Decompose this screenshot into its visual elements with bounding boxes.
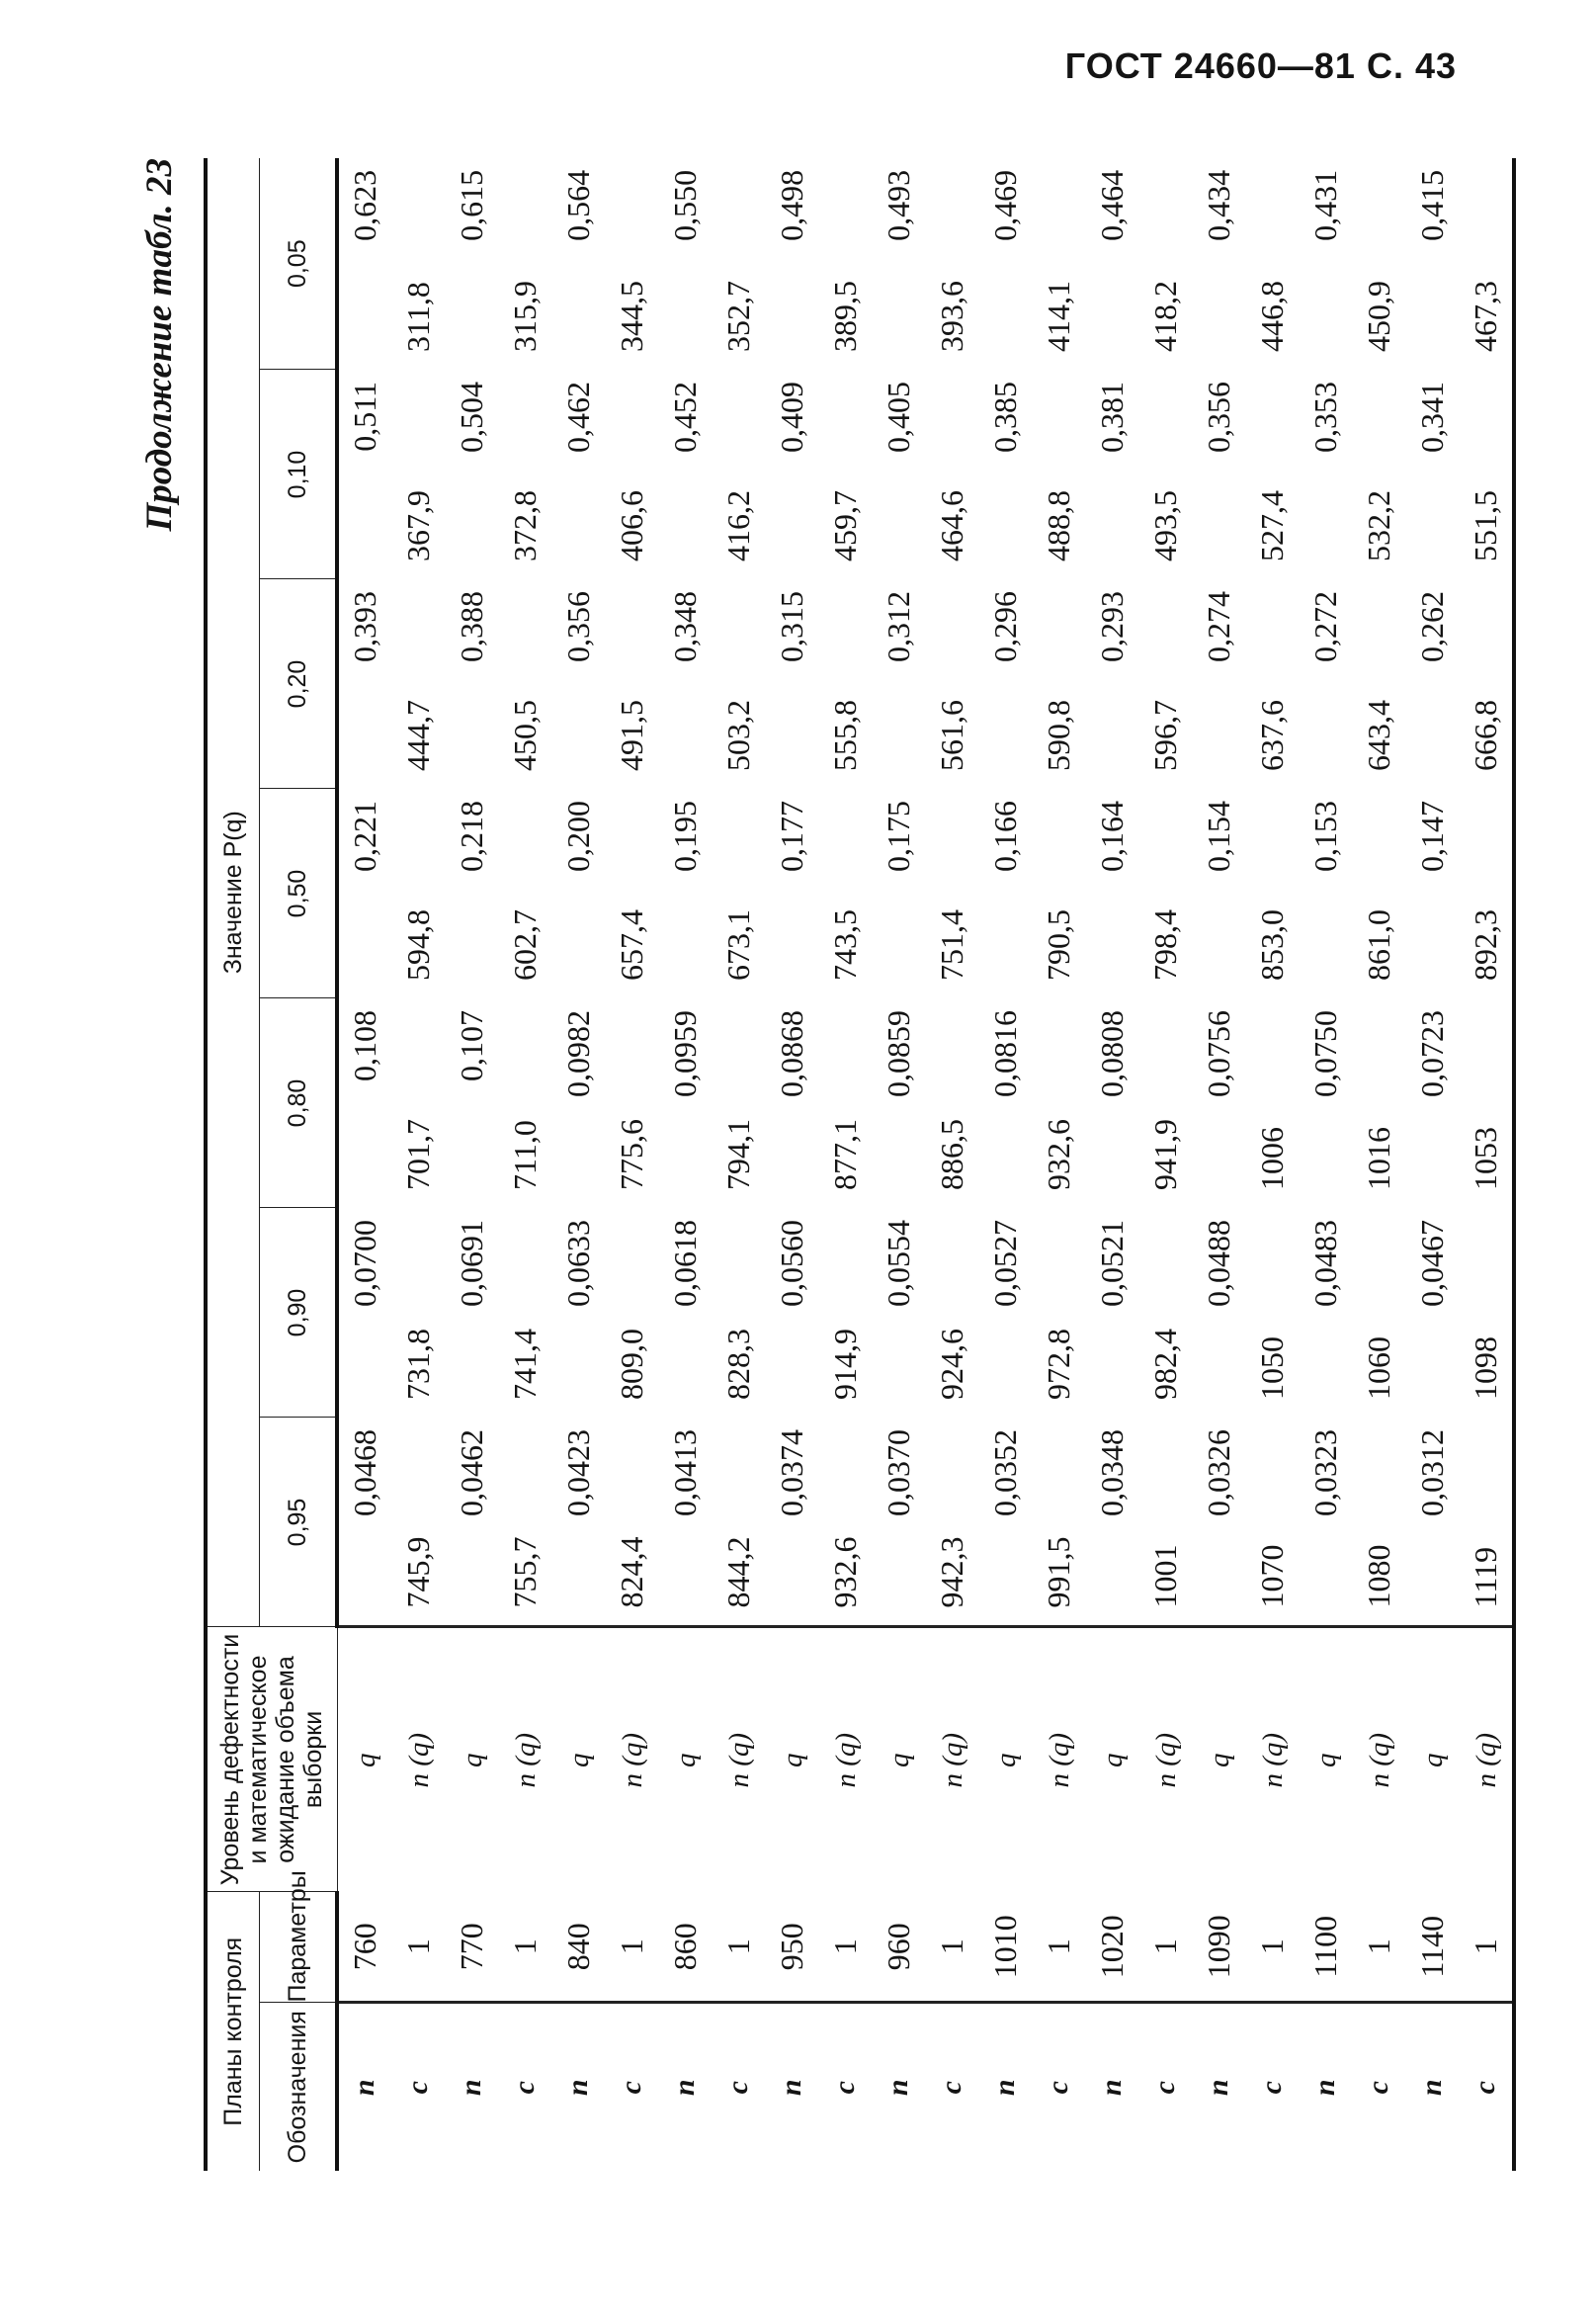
parameter-cell: 1100 [1299,1892,1352,2003]
value-cell: 389,5 [826,280,863,352]
designation-cell: n [987,2079,1021,2097]
value-cell: 0,0352 [978,1418,1032,1627]
value-cell: 1016 [1360,1126,1396,1190]
value-cell: 0,296 [986,590,1023,662]
table-row [1405,158,1459,2171]
value-cell: 0,0691 [453,1219,489,1307]
value-cell: 790,5 [1040,908,1076,981]
parameter-cell: 1010 [978,1892,1032,2003]
value-cell: 0,464 [1093,169,1130,241]
value-cell: 755,7 [498,1418,551,1627]
value-cell: 0,312 [880,590,916,662]
value-cell: 794,1 [719,1118,756,1190]
value-cell: 0,0868 [773,1009,809,1097]
parameter-cell: 1 [1138,1892,1192,2003]
parameter-cell: 1 [1459,1892,1514,2003]
parameter-cell: 1 [498,1892,551,2003]
value-cell: 0,0423 [551,1418,605,1627]
table-body [337,158,1514,2171]
value-cell: 0,431 [1306,169,1343,241]
value-cell: 459,7 [826,489,863,561]
header-p-3: 0,50 [260,789,338,998]
value-cell: 0,550 [666,169,703,241]
value-cell: 745,9 [391,1418,445,1627]
value-cell: 711,0 [506,1120,543,1190]
value-cell: 1119 [1459,1418,1514,1627]
expected-sample-size-symbol: n (q) [1363,1732,1395,1788]
value-cell: 0,0323 [1299,1418,1352,1627]
continuation-title: Продолжение табл. 23 [139,158,180,532]
expected-sample-size-symbol: n (q) [509,1732,542,1788]
value-cell: 886,5 [933,1118,969,1190]
designation-cell: n [1201,2079,1234,2097]
value-cell: 0,164 [1093,800,1130,872]
value-cell: 0,623 [347,169,383,241]
value-cell: 824,4 [605,1418,658,1627]
value-cell: 0,0521 [1093,1219,1130,1307]
header-p-4: 0,20 [260,579,338,789]
value-cell: 743,5 [826,908,863,981]
value-cell: 0,434 [1200,169,1236,241]
designation-cell: c [1361,2081,1394,2095]
table-row [1299,158,1352,2171]
value-cell: 0,0816 [986,1009,1023,1097]
value-cell: 503,2 [719,699,756,771]
value-cell: 393,6 [933,280,969,352]
value-cell: 0,0468 [337,1418,391,1627]
value-cell: 551,5 [1467,489,1503,561]
value-cell: 527,4 [1253,489,1290,561]
value-cell: 731,8 [399,1328,436,1400]
value-cell: 0,107 [453,1009,489,1081]
table-row [605,158,658,2171]
table-row [445,158,498,2171]
expected-sample-size-symbol: n (q) [402,1732,435,1788]
defect-level-symbol: q [989,1753,1022,1767]
parameter-cell: 1140 [1405,1892,1459,2003]
value-cell: 0,108 [347,1009,383,1081]
value-cell: 982,4 [1146,1328,1183,1400]
parameter-cell: 760 [337,1892,391,2003]
defect-level-symbol: q [562,1753,595,1767]
header-level: Уровень дефектности и математическое ожидание объема выборки [206,1627,337,1892]
value-cell: 991,5 [1032,1418,1085,1627]
designation-cell: n [348,2079,381,2097]
level-expression-cell [605,1627,658,1892]
defect-level-symbol: q [1416,1753,1449,1767]
level-expression-cell [925,1627,978,1892]
value-cell: 1080 [1352,1418,1405,1627]
value-cell: 0,0554 [880,1219,916,1307]
value-cell: 0,0467 [1413,1219,1450,1307]
header-p-5: 0,10 [260,370,338,579]
data-table [204,158,1516,2171]
value-cell: 0,462 [559,381,596,453]
value-cell: 0,0326 [1192,1418,1245,1627]
value-cell: 751,4 [933,908,969,981]
parameter-cell: 770 [445,1892,498,2003]
level-expression-cell [1459,1627,1514,1892]
header-designation: Обозначения [260,2003,338,2171]
level-expression-cell [658,1627,712,1892]
header-p-2: 0,80 [260,998,338,1208]
expected-sample-size-symbol: n (q) [1469,1732,1502,1788]
designation-cell: c [1254,2081,1288,2095]
value-cell: 924,6 [933,1328,969,1400]
value-cell: 0,0633 [559,1219,596,1307]
value-cell: 861,0 [1360,908,1396,981]
value-cell: 666,8 [1467,699,1503,771]
value-cell: 1006 [1253,1126,1290,1190]
value-cell: 941,9 [1146,1118,1183,1190]
table-row [1192,158,1245,2171]
value-cell: 828,3 [719,1328,756,1400]
value-cell: 0,498 [773,169,809,241]
parameter-cell: 1 [391,1892,445,2003]
header-parameters: Параметры [260,1892,338,2003]
value-cell: 0,0312 [1405,1418,1459,1627]
level-expression-cell [978,1627,1032,1892]
table-row [818,158,872,2171]
table-row [658,158,712,2171]
value-cell: 0,262 [1413,590,1450,662]
defect-level-symbol: q [669,1753,702,1767]
value-cell: 414,1 [1040,280,1076,352]
defect-level-symbol: q [349,1753,381,1767]
value-cell: 450,9 [1360,280,1396,352]
value-cell: 741,4 [506,1328,543,1400]
value-cell: 853,0 [1253,908,1290,981]
parameter-cell: 950 [765,1892,818,2003]
designation-cell: c [400,2081,434,2095]
table-row [1032,158,1085,2171]
value-cell: 0,0756 [1200,1009,1236,1097]
parameter-cell: 960 [872,1892,925,2003]
designation-cell: c [1468,2081,1501,2095]
level-expression-cell [765,1627,818,1892]
rotated-table-area [138,158,1503,2171]
value-cell: 344,5 [613,280,649,352]
expected-sample-size-symbol: n (q) [936,1732,968,1788]
value-cell: 942,3 [925,1418,978,1627]
expected-sample-size-symbol: n (q) [1149,1732,1182,1788]
value-cell: 0,0982 [559,1009,596,1097]
value-cell: 0,348 [666,590,703,662]
parameter-cell: 1090 [1192,1892,1245,2003]
value-cell: 0,0348 [1085,1418,1138,1627]
level-expression-cell [1085,1627,1138,1892]
designation-cell: n [667,2079,701,2097]
defect-level-symbol: q [1096,1753,1129,1767]
expected-sample-size-symbol: n (q) [1043,1732,1075,1788]
value-cell: 1053 [1467,1126,1503,1190]
table-row [551,158,605,2171]
value-cell: 0,356 [1200,381,1236,453]
table-row [712,158,765,2171]
level-expression-cell [445,1627,498,1892]
value-cell: 643,4 [1360,699,1396,771]
designation-cell: c [1041,2081,1074,2095]
table-wrapper [204,158,1516,2171]
value-cell: 596,7 [1146,699,1183,771]
value-cell: 594,8 [399,908,436,981]
value-cell: 0,353 [1306,381,1343,453]
value-cell: 0,405 [880,381,916,453]
value-cell: 0,504 [453,381,489,453]
value-cell: 0,200 [559,800,596,872]
designation-cell: c [827,2081,861,2095]
value-cell: 0,315 [773,590,809,662]
value-cell: 0,221 [347,800,383,872]
value-cell: 0,493 [880,169,916,241]
parameter-cell: 1 [818,1892,872,2003]
expected-sample-size-symbol: n (q) [1256,1732,1289,1788]
level-expression-cell [498,1627,551,1892]
designation-cell: c [1147,2081,1181,2095]
value-cell: 372,8 [506,489,543,561]
level-expression-cell [1192,1627,1245,1892]
value-cell: 0,0959 [666,1009,703,1097]
table-row [391,158,445,2171]
value-cell: 0,218 [453,800,489,872]
value-cell: 0,452 [666,381,703,453]
value-cell: 0,0859 [880,1009,916,1097]
value-cell: 532,2 [1360,489,1396,561]
value-cell: 352,7 [719,280,756,352]
table-row [337,158,391,2171]
value-cell: 0,0750 [1306,1009,1343,1097]
value-cell: 406,6 [613,489,649,561]
value-cell: 0,0808 [1093,1009,1130,1097]
value-cell: 809,0 [613,1328,649,1400]
value-cell: 877,1 [826,1118,863,1190]
designation-cell: n [560,2079,594,2097]
value-cell: 0,469 [986,169,1023,241]
value-cell: 0,0527 [986,1219,1023,1307]
value-cell: 1050 [1253,1335,1290,1400]
defect-level-symbol: q [1203,1753,1235,1767]
value-cell: 0,0483 [1306,1219,1343,1307]
value-cell: 0,381 [1093,381,1130,453]
value-cell: 637,6 [1253,699,1290,771]
value-cell: 0,293 [1093,590,1130,662]
value-cell: 491,5 [613,699,649,771]
value-cell: 673,1 [719,908,756,981]
value-cell: 0,147 [1413,800,1450,872]
table-row [1138,158,1192,2171]
value-cell: 0,153 [1306,800,1343,872]
designation-cell: n [774,2079,807,2097]
value-cell: 590,8 [1040,699,1076,771]
value-cell: 561,6 [933,699,969,771]
designation-cell: c [614,2081,647,2095]
parameter-cell: 1 [1032,1892,1085,2003]
value-cell: 0,195 [666,800,703,872]
value-cell: 0,341 [1413,381,1450,453]
level-expression-cell [337,1627,391,1892]
designation-cell: n [881,2079,914,2097]
value-cell: 0,274 [1200,590,1236,662]
level-expression-cell [712,1627,765,1892]
defect-level-symbol: q [1309,1753,1342,1767]
value-cell: 0,0723 [1413,1009,1450,1097]
table-row [1459,158,1514,2171]
value-cell: 0,393 [347,590,383,662]
value-cell: 311,8 [399,282,436,352]
defect-level-symbol: q [882,1753,915,1767]
expected-sample-size-symbol: n (q) [616,1732,648,1788]
parameter-cell: 1 [712,1892,765,2003]
value-cell: 0,0413 [658,1418,712,1627]
parameter-cell: 860 [658,1892,712,2003]
value-cell: 488,8 [1040,489,1076,561]
value-cell: 0,272 [1306,590,1343,662]
designation-cell: n [454,2079,487,2097]
header-values-group: Значение P(q) [206,158,260,1627]
value-cell: 972,8 [1040,1328,1076,1400]
level-expression-cell [1138,1627,1192,1892]
value-cell: 0,415 [1413,169,1450,241]
parameter-cell: 1 [925,1892,978,2003]
designation-cell: n [1414,2079,1448,2097]
value-cell: 914,9 [826,1328,863,1400]
value-cell: 0,154 [1200,800,1236,872]
designation-cell: n [1307,2079,1341,2097]
table-row [765,158,818,2171]
value-cell: 892,3 [1467,908,1503,981]
level-expression-cell [551,1627,605,1892]
level-expression-cell [391,1627,445,1892]
table-row [1352,158,1405,2171]
table-row [978,158,1032,2171]
level-expression-cell [818,1627,872,1892]
designation-cell: n [1094,2079,1128,2097]
header-plans-group: Планы контроля [206,1892,260,2171]
value-cell: 0,564 [559,169,596,241]
header-p-0: 0,95 [260,1418,338,1627]
value-cell: 0,511 [347,381,383,452]
level-expression-cell [1245,1627,1299,1892]
value-cell: 775,6 [613,1118,649,1190]
value-cell: 798,4 [1146,908,1183,981]
value-cell: 1060 [1360,1335,1396,1400]
value-cell: 446,8 [1253,280,1290,352]
value-cell: 450,5 [506,699,543,771]
level-expression-cell [1405,1627,1459,1892]
parameter-cell: 1 [1245,1892,1299,2003]
header-p-1: 0,90 [260,1208,338,1418]
designation-cell: c [720,2081,754,2095]
level-expression-cell [1299,1627,1352,1892]
parameter-cell: 1 [1352,1892,1405,2003]
value-cell: 932,6 [1040,1118,1076,1190]
defect-level-symbol: q [776,1753,808,1767]
designation-cell: c [507,2081,541,2095]
value-cell: 701,7 [399,1118,436,1190]
value-cell: 844,2 [712,1418,765,1627]
value-cell: 418,2 [1146,280,1183,352]
value-cell: 0,177 [773,800,809,872]
value-cell: 0,0370 [872,1418,925,1627]
parameter-cell: 1020 [1085,1892,1138,2003]
designation-cell: c [934,2081,967,2095]
defect-level-symbol: q [456,1753,488,1767]
value-cell: 416,2 [719,489,756,561]
table-row [1245,158,1299,2171]
value-cell: 0,356 [559,590,596,662]
value-cell: 0,0488 [1200,1219,1236,1307]
value-cell: 0,0560 [773,1219,809,1307]
level-expression-cell [872,1627,925,1892]
table-row [498,158,551,2171]
value-cell: 467,3 [1467,280,1503,352]
parameter-cell: 840 [551,1892,605,2003]
value-cell: 0,0700 [347,1219,383,1307]
value-cell: 0,175 [880,800,916,872]
value-cell: 555,8 [826,699,863,771]
value-cell: 0,409 [773,381,809,453]
table-row [925,158,978,2171]
value-cell: 1098 [1467,1335,1503,1400]
value-cell: 315,9 [506,280,543,352]
level-expression-cell [1352,1627,1405,1892]
value-cell: 0,0462 [445,1418,498,1627]
value-cell: 444,7 [399,699,436,771]
value-cell: 464,6 [933,489,969,561]
level-expression-cell [1032,1627,1085,1892]
value-cell: 602,7 [506,908,543,981]
value-cell: 0,385 [986,381,1023,453]
parameter-cell: 1 [605,1892,658,2003]
value-cell: 1070 [1245,1418,1299,1627]
value-cell: 1001 [1138,1418,1192,1627]
page-header: ГОСТ 24660—81 С. 43 [1064,45,1457,86]
value-cell: 367,9 [399,489,436,561]
table-row [1085,158,1138,2171]
value-cell: 493,5 [1146,489,1183,561]
value-cell: 0,166 [986,800,1023,872]
header-p-6: 0,05 [260,158,338,370]
value-cell: 932,6 [818,1418,872,1627]
value-cell: 657,4 [613,908,649,981]
table-row [872,158,925,2171]
value-cell: 0,615 [453,169,489,241]
value-cell: 0,388 [453,590,489,662]
value-cell: 0,0374 [765,1418,818,1627]
expected-sample-size-symbol: n (q) [722,1732,755,1788]
value-cell: 0,0618 [666,1219,703,1307]
expected-sample-size-symbol: n (q) [829,1732,862,1788]
